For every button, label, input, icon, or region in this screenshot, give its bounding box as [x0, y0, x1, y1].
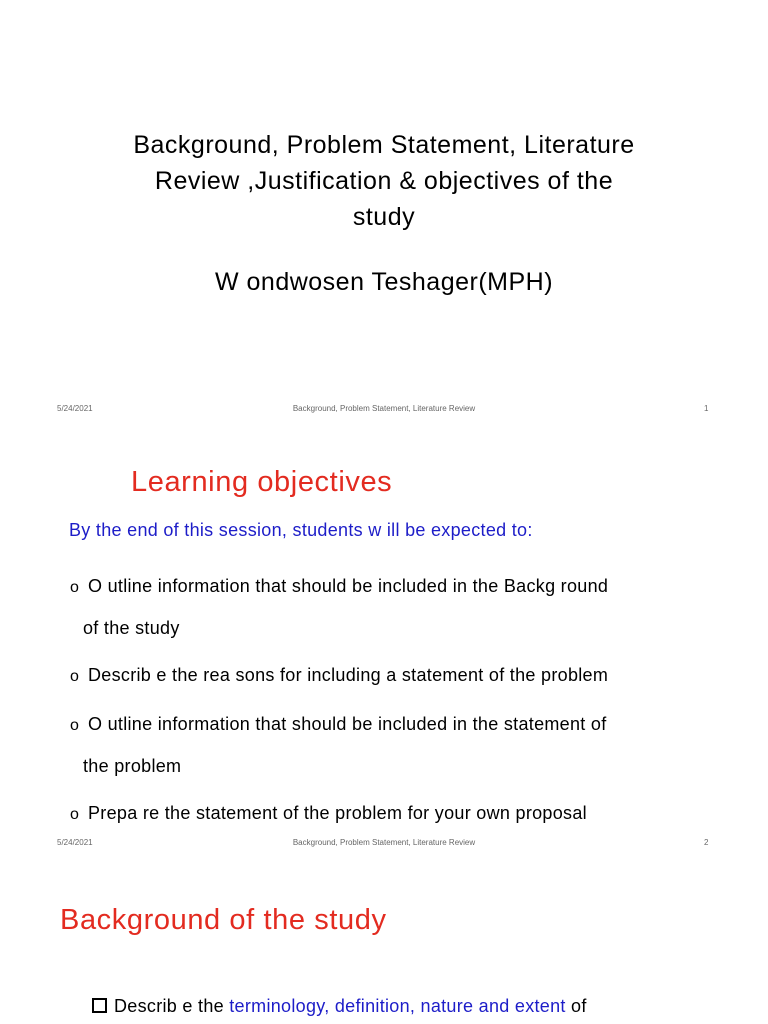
footer-date: 5/24/2021 — [57, 838, 93, 847]
circle-bullet-icon: o — [70, 579, 80, 596]
objective-text: Describ e the rea sons for including a statement of the problem — [88, 665, 609, 685]
slide-heading: Background of the study — [60, 904, 387, 936]
list-item — [70, 793, 670, 835]
slide-title — [0, 0, 768, 428]
slide-background — [0, 856, 768, 1024]
list-item — [92, 996, 587, 1017]
slide-title-heading — [0, 127, 768, 235]
circle-bullet-icon: o — [70, 717, 80, 734]
objectives-list — [70, 566, 670, 842]
footer-date: 5/24/2021 — [57, 404, 93, 413]
bullet-text-start: Describ e the — [114, 996, 230, 1016]
slide-footer — [0, 404, 768, 418]
circle-bullet-icon: o — [70, 806, 80, 823]
objective-text-continued: the problem — [83, 756, 182, 776]
footer-title: Background, Problem Statement, Literature Review — [292, 838, 476, 847]
list-item — [70, 655, 670, 697]
objective-text-continued: of the study — [83, 618, 180, 638]
intro-text: By the end of this session, students w ill be expected to: — [69, 520, 533, 540]
objective-text: O utline information that should be included in the statement of — [88, 714, 607, 734]
bullet-text-end: of — [565, 996, 587, 1016]
footer-page-number: 1 — [704, 404, 709, 413]
footer-page-number: 2 — [704, 838, 709, 847]
slide-learning-objectives — [0, 428, 768, 856]
slide-heading: Learning objectives — [131, 466, 393, 498]
checkbox-icon — [92, 998, 107, 1013]
author-name: W ondwosen Teshager(MPH) — [214, 268, 554, 296]
circle-bullet-icon: o — [70, 668, 80, 685]
list-item — [70, 704, 670, 786]
title-line-3: study — [352, 203, 416, 231]
title-line-1: Background, Problem Statement, Literature — [133, 131, 635, 159]
bullet-text-highlight: terminology, definition, nature and extent — [229, 996, 566, 1016]
slide-footer — [0, 838, 768, 852]
objective-text: O utline information that should be included in the Backg round — [88, 576, 609, 596]
objective-text: Prepa re the statement of the problem for your own proposal — [88, 803, 587, 823]
footer-title: Background, Problem Statement, Literature Review — [292, 404, 476, 413]
title-line-2: Review ,Justification & objectives of the — [154, 167, 614, 195]
list-item — [70, 566, 670, 648]
